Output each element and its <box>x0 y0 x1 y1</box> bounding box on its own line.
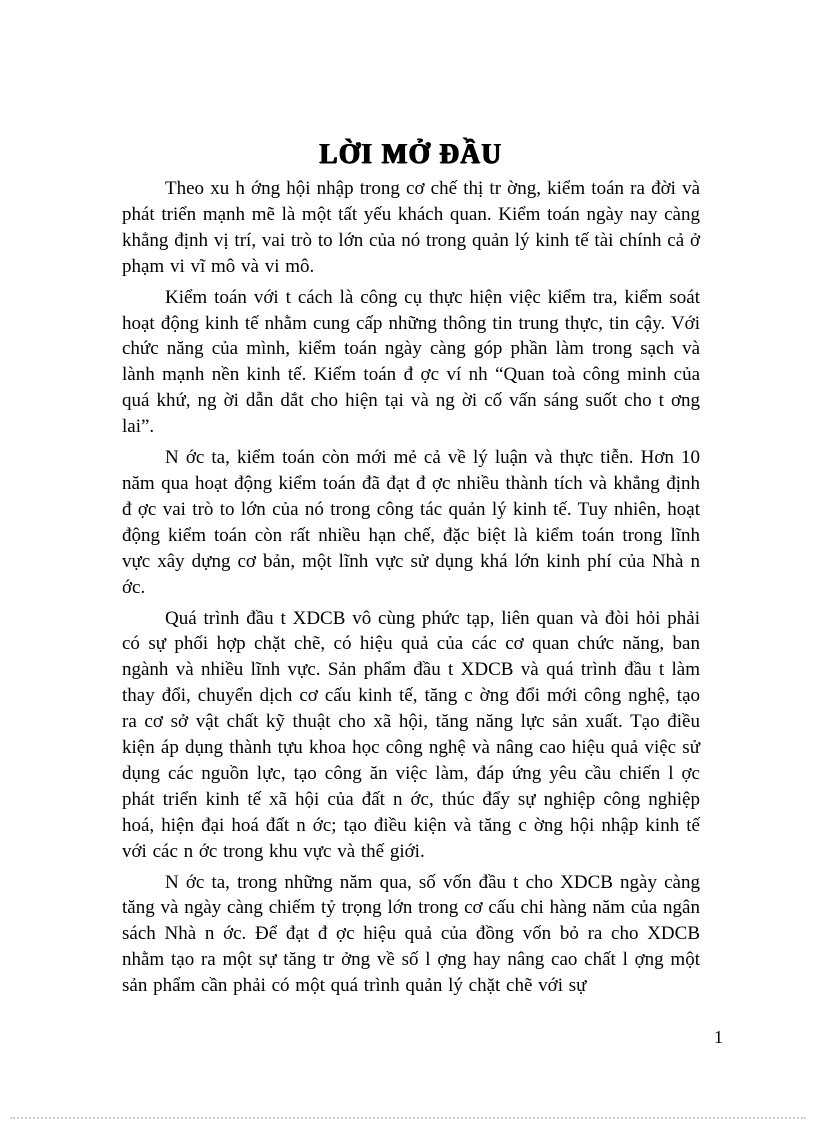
paragraph: Kiểm toán với t cách là công cụ thực hiện việc kiểm tra, kiểm soát hoạt động kinh tế nhằm cung cấp những thông tin trung thực, tin cậy. Với chức năng của mình, kiểm toán ngày càng góp phần làm trong sạch và lành mạnh nền kinh tế. Kiểm toán đ ợc ví nh “Quan toà công minh của quá khứ, ng ời dẫn dắt cho hiện tại và ng ời cố vấn sáng suốt cho t ơng lai”. <box>122 286 700 438</box>
paragraph: Theo xu h ớng hội nhập trong cơ chế thị tr ờng, kiểm toán ra đời và phát triển mạnh mẽ là một tất yếu khách quan. Kiểm toán ngày nay càng khẳng định vị trí, vai trò to lớn của nó trong quản lý kinh tế tài chính cả ở phạm vi vĩ mô và vi mô. <box>122 178 700 277</box>
paragraph: N ớc ta, trong những năm qua, số vốn đầu t cho XDCB ngày càng tăng và ngày càng chiếm tỷ trọng lớn trong cơ cấu chi hàng năm của ngân sách Nhà n ớc. Để đạt đ ợc hiệu quả của đồng vốn bỏ ra cho XDCB nhằm tạo ra một sự tăng tr ởng về số l ợng hay nâng cao chất l ợng một sản phẩm cần phải có một quá trình quản lý chặt chẽ với sự <box>122 871 700 997</box>
page-number: 1 <box>714 1027 723 1047</box>
paragraph: N ớc ta, kiểm toán còn mới mẻ cả về lý luận và thực tiễn. Hơn 10 năm qua hoạt động kiểm toán đã đạt đ ợc nhiều thành tích và khẳng định đ ợc vai trò to lớn của nó trong công tác quản lý kinh tế. Tuy nhiên, hoạt động kiểm toán còn rất nhiều hạn chế, đặc biệt là kiểm toán trong lĩnh vực xây dựng cơ bản, một lĩnh vực sử dụng khá lớn kinh phí của Nhà n ớc. <box>122 447 700 598</box>
page-title: LỜI MỞ ĐẦU <box>319 138 503 170</box>
paragraph: Quá trình đầu t XDCB vô cùng phức tạp, liên quan và đòi hỏi phải có sự phối hợp chặt chẽ, có hiệu quả của các cơ quan chức năng, ban ngành và nhiều lĩnh vực. Sản phẩm đầu t XDCB và quá trình đầu t làm thay đổi, chuyển dịch cơ cấu kinh tế, tăng c ờng đổi mới công nghệ, tạo ra cơ sở vật chất kỹ thuật cho xã hội, tăng năng lực sản xuất. Tạo điều kiện áp dụng thành tựu khoa học công nghệ và nâng cao hiệu quả việc sử dụng các nguồn lực, tạo công ăn việc làm, đáp ứng yêu cầu chiến l ợc phát triển kinh tế xã hội của đất n ớc, thúc đẩy sự nghiệp công nghiệp hoá, hiện đại hoá đất n ớc; tạo điều kiện và tăng c ờng hội nhập kinh tế với các n ớc trong khu vực và thế giới. <box>122 607 700 862</box>
footer-divider <box>10 1117 806 1119</box>
document-body <box>122 176 700 1004</box>
